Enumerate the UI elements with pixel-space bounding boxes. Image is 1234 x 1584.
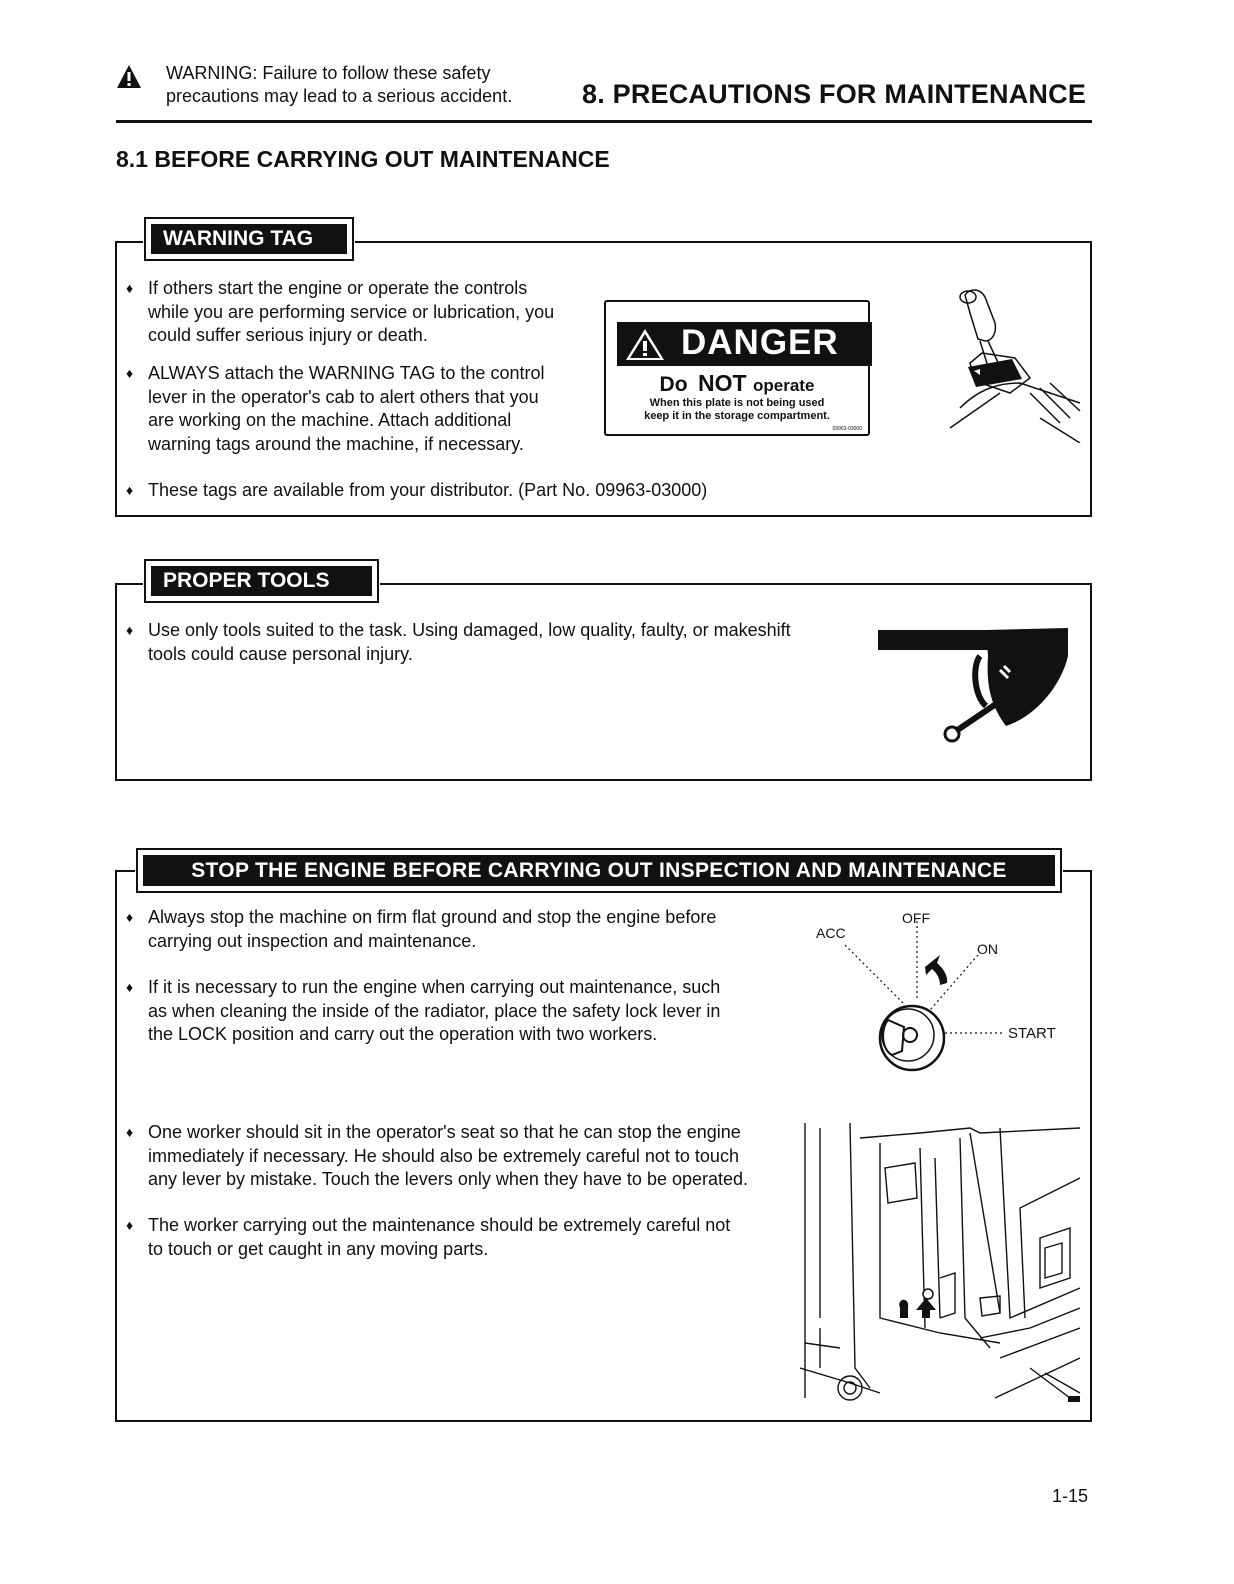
proper-tools-label: PROPER TOOLS (149, 564, 374, 598)
key-switch-illustration (800, 905, 1085, 1085)
key-on-label: ON (977, 941, 998, 957)
warning-triangle-icon (625, 328, 665, 361)
bullet-line: If others start the engine or operate the controls (148, 278, 528, 298)
bullet-diamond-icon: ♦ (126, 280, 134, 296)
bullet-line: while you are performing service or lubrication, you (148, 301, 555, 322)
bullet-line: are working on the machine. Attach additional (148, 410, 512, 430)
key-acc-label: ACC (816, 925, 846, 941)
bullet-line: These tags are available from your distributor. (Part No. 09963-03000) (148, 480, 708, 500)
bullet-diamond-icon: ♦ (126, 909, 134, 925)
danger-small-line-1: When this plate is not being used (649, 397, 825, 409)
stop-engine-label: STOP THE ENGINE BEFORE CARRYING OUT INSPECTION AND MAINTENANCE (141, 853, 1057, 888)
section-title: 8.1 BEFORE CARRYING OUT MAINTENANCE (116, 146, 610, 172)
bullet-line: as when cleaning the inside of the radiator, place the safety lock lever in (148, 1000, 721, 1021)
bullet-line: ALWAYS attach the WARNING TAG to the control (148, 363, 545, 383)
bullet-line: the LOCK position and carry out the operation with two workers. (148, 1024, 658, 1044)
bullet-line: The worker carrying out the maintenance should be extremely careful not (148, 1215, 731, 1235)
stop-engine-label-wrap (135, 849, 1063, 892)
danger-header (617, 322, 872, 366)
bullet-diamond-icon: ♦ (126, 1217, 134, 1233)
bullet-line: Use only tools suited to the task. Using damaged, low quality, faulty, or makeshift (148, 620, 791, 640)
bullet-diamond-icon: ♦ (126, 622, 134, 638)
warning-tag-label: WARNING TAG (149, 222, 349, 256)
warning-triangle-icon (116, 64, 142, 90)
key-start-label: START (1008, 1025, 1056, 1042)
warning-text-line-1: WARNING: Failure to follow these safety (166, 63, 491, 83)
bullet-line: to touch or get caught in any moving parts. (148, 1238, 489, 1259)
bullet-diamond-icon: ♦ (126, 365, 134, 381)
danger-sign (604, 300, 870, 436)
danger-heading: DANGER (681, 323, 839, 362)
bullet-diamond-icon: ♦ (126, 979, 134, 995)
danger-part-code: 09963-03000 (832, 426, 862, 432)
chapter-title: 8. PRECAUTIONS FOR MAINTENANCE (582, 79, 1087, 109)
bullet-diamond-icon: ♦ (126, 482, 134, 498)
bullet-line: warning tags around the machine, if necessary. (148, 433, 524, 454)
danger-small-line-2: keep it in the storage compartment. (644, 410, 830, 422)
bullet-line: Always stop the machine on firm flat ground and stop the engine before (148, 907, 717, 927)
bullet-line: immediately if necessary. He should also be extremely careful not to touch (148, 1145, 739, 1166)
warning-tag-label-wrap (143, 218, 355, 260)
hand-wrench-illustration (876, 626, 1072, 746)
bullet-line: could suffer serious injury or death. (148, 325, 428, 345)
warning-text-line-2: precautions may lead to a serious accident. (166, 86, 513, 106)
do-not-operate: Do NOT operate (659, 370, 815, 396)
cab-lock-lever-illustration (800, 1118, 1082, 1406)
proper-tools-label-wrap (143, 560, 380, 602)
bullet-line: carrying out inspection and maintenance. (148, 930, 477, 951)
bullet-line: If it is necessary to run the engine when carrying out maintenance, such (148, 977, 721, 997)
bullet-line: any lever by mistake. Touch the levers only when they have to be operated. (148, 1169, 749, 1189)
page-number: 1-15 (1052, 1486, 1089, 1506)
bullet-line: lever in the operator's cab to alert others that you (148, 386, 539, 407)
header-rule (116, 120, 1092, 123)
bullet-diamond-icon: ♦ (126, 1124, 134, 1140)
key-off-label: OFF (902, 910, 930, 926)
bullet-line: tools could cause personal injury. (148, 643, 413, 664)
control-lever-illustration (940, 283, 1090, 443)
bullet-line: One worker should sit in the operator's seat so that he can stop the engine (148, 1122, 741, 1142)
